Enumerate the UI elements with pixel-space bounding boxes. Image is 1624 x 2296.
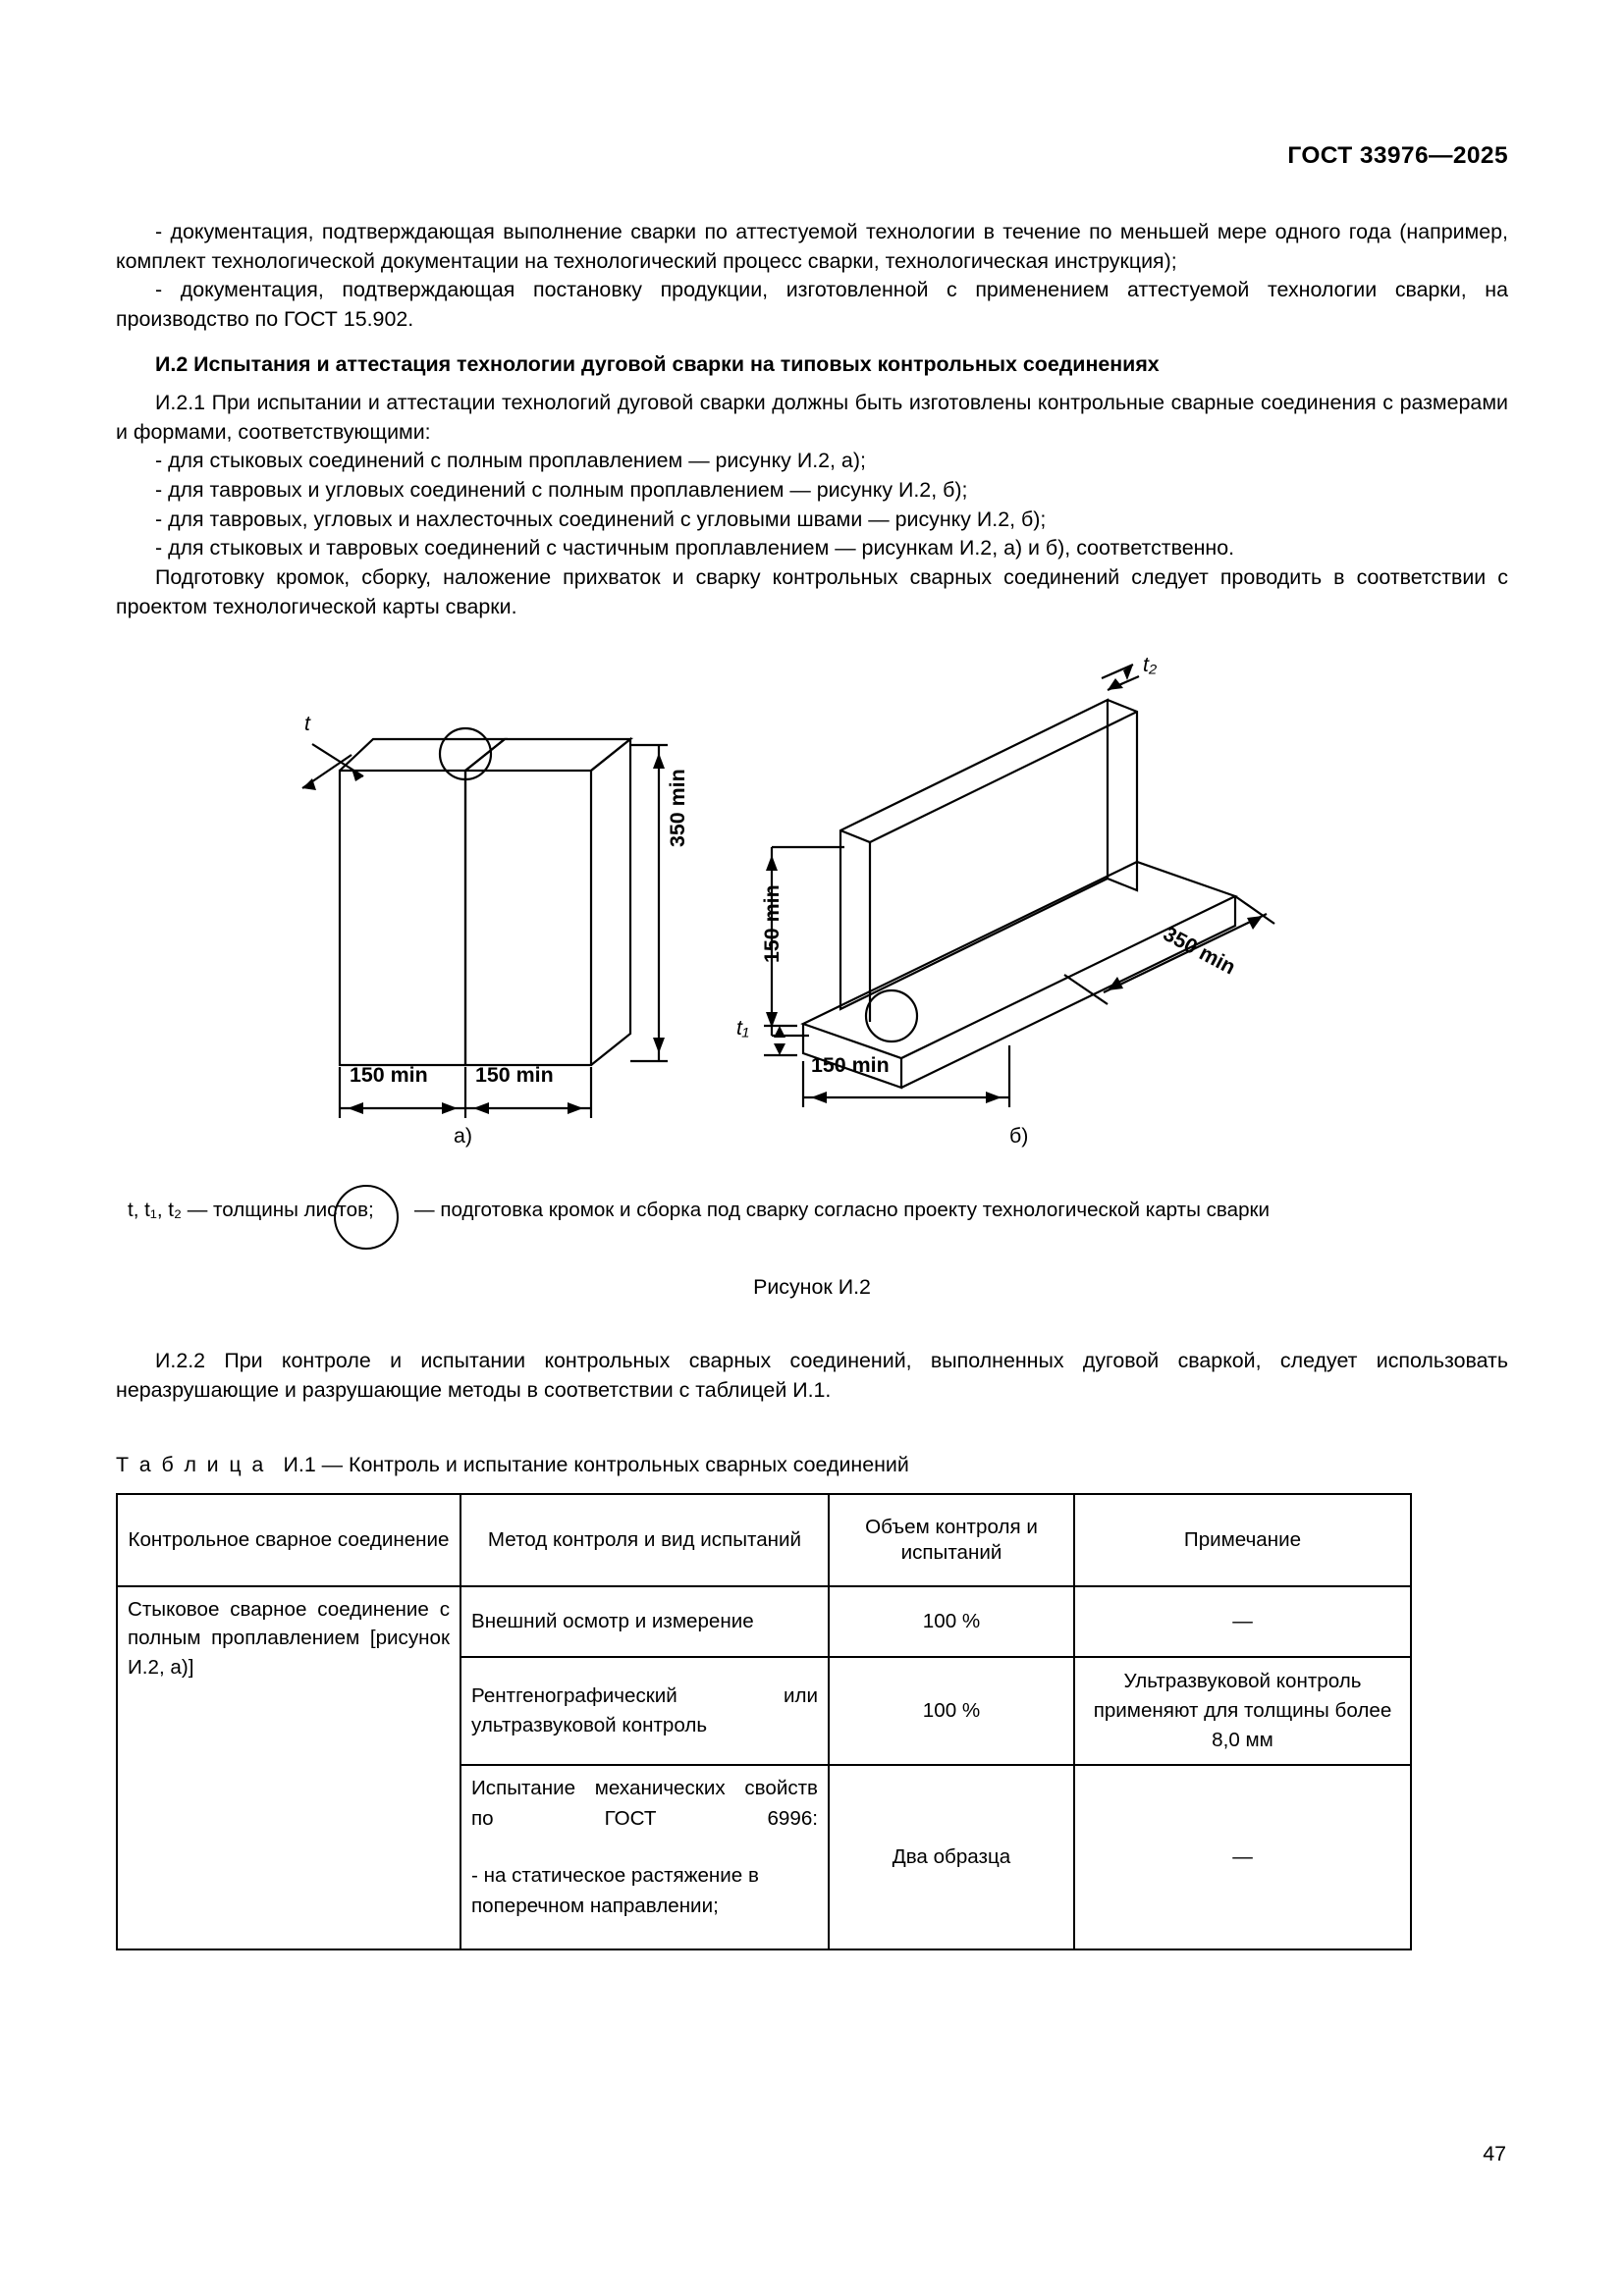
table-cell-method-1: Внешний осмотр и измерение	[460, 1586, 829, 1657]
table-row	[117, 1586, 1411, 1657]
table-cell-note-1: —	[1074, 1586, 1411, 1657]
table-cell-joint-group: Стыковое сварное соединение с полным проплавлением [рисунок И.2, а)]	[117, 1586, 460, 1949]
paragraph-i21: И.2.1 При испытании и аттестации технологий дуговой сварки должны быть изготовлены контрольные сварные соединения с размерами и формами, соответствующими:	[116, 391, 1508, 444]
table-cell-note-3: —	[1074, 1765, 1411, 1949]
table-cell-volume-2: 100 %	[829, 1657, 1074, 1765]
figure-dim-150-right: 150 min	[475, 1063, 554, 1088]
paragraph-doc-requirement-2: - документация, подтверждающая постановку продукции, изготовленной с применением аттестуемой технологии сварки, на производство по ГОСТ 15.902.	[116, 278, 1508, 331]
figure-caption: Рисунок И.2	[753, 1275, 871, 1300]
table-cell-volume-1: 100 %	[829, 1586, 1074, 1657]
figure-dim-t: t	[304, 712, 310, 736]
paragraph-doc-requirement-1: - документация, подтверждающая выполнение сварки по аттестуемой технологии в течение по меньшей мере одного года (например, комплект технологической документации на технологический процесс сварки, технологическая инструкция);	[116, 220, 1508, 273]
table-cell-note-2: Ультразвуковой контроль применяют для толщины более 8,0 мм	[1074, 1657, 1411, 1765]
table-cell-method-3-line1: Испытание механических свойств по ГОСТ 6996:	[471, 1776, 818, 1830]
figure-legend	[116, 1179, 1508, 1248]
figure-legend-prefix: t, t₁, t₂ — толщины листов;	[128, 1199, 374, 1222]
table-cell-volume-3: Два образца	[829, 1765, 1074, 1949]
figure-dim-t2: t₂	[1143, 653, 1158, 677]
table-cell-method-3-line2: - на статическое растяжение в поперечном направлении;	[471, 1864, 759, 1918]
table-header-volume: Объем контроля и испытаний	[829, 1494, 1074, 1586]
figure-dim-150-vertical-b: 150 min	[760, 884, 784, 964]
table-title-label: Т а б л и ц а	[116, 1452, 266, 1476]
table-cell-method-2: Рентгенографический или ультразвуковой контроль	[460, 1657, 829, 1765]
figure-dim-350-b: 350 min	[1159, 922, 1240, 980]
table-cell-method-3	[460, 1765, 829, 1949]
table-header-row	[117, 1494, 1411, 1586]
table-header-joint: Контрольное сварное соединение	[117, 1494, 460, 1586]
figure-i2-drawing	[116, 651, 1508, 1171]
table-title	[116, 1453, 1508, 1477]
figure-dim-150-b: 150 min	[811, 1053, 890, 1078]
figure-sublabel-b: б)	[1009, 1124, 1029, 1148]
figure-dim-350-a: 350 min	[666, 769, 689, 848]
circle-symbol-icon	[334, 1185, 399, 1250]
figure-dim-t1: t₁	[736, 1016, 749, 1041]
figure-i2	[116, 651, 1508, 1171]
section-heading-i2: И.2 Испытания и аттестация технологии дуговой сварки на типовых контрольных соединениях	[155, 351, 1160, 376]
list-item-partial-penetration: - для стыковых и тавровых соединений с частичным проплавлением — рисункам И.2, а) и б), соответственно.	[155, 536, 1235, 561]
table-title-rest: И.1 — Контроль и испытание контрольных сварных соединений	[283, 1452, 909, 1476]
table-header-method: Метод контроля и вид испытаний	[460, 1494, 829, 1586]
paragraph-edge-preparation: Подготовку кромок, сборку, наложение прихваток и сварку контрольных сварных соединений следует проводить в соответствии с проектом технологической карты сварки.	[116, 565, 1508, 618]
paragraph-i22: И.2.2 При контроле и испытании контрольных сварных соединений, выполненных дуговой сваркой, следует использовать неразрушающие и разрушающие методы в соответствии с таблицей И.1.	[116, 1349, 1508, 1402]
page-header-standard: ГОСТ 33976—2025	[1287, 142, 1508, 169]
list-item-butt-joints: - для стыковых соединений с полным проплавлением — рисунку И.2, а);	[155, 449, 866, 473]
table-control-welded-joints	[116, 1493, 1412, 1950]
figure-legend-suffix: — подготовка кромок и сборка под сварку согласно проекту технологической карты сварки	[414, 1199, 1271, 1222]
list-item-fillet-welds: - для тавровых, угловых и нахлесточных соединений с угловыми швами — рисунку И.2, б);	[155, 507, 1047, 531]
figure-dim-150-left: 150 min	[350, 1063, 428, 1088]
page-number: 47	[1483, 2142, 1506, 2165]
document-content	[116, 218, 1508, 1950]
table-header-note: Примечание	[1074, 1494, 1411, 1586]
figure-sublabel-a: а)	[454, 1124, 473, 1148]
list-item-tee-full-penetration: - для тавровых и угловых соединений с полным проплавлением — рисунку И.2, б);	[155, 478, 968, 503]
